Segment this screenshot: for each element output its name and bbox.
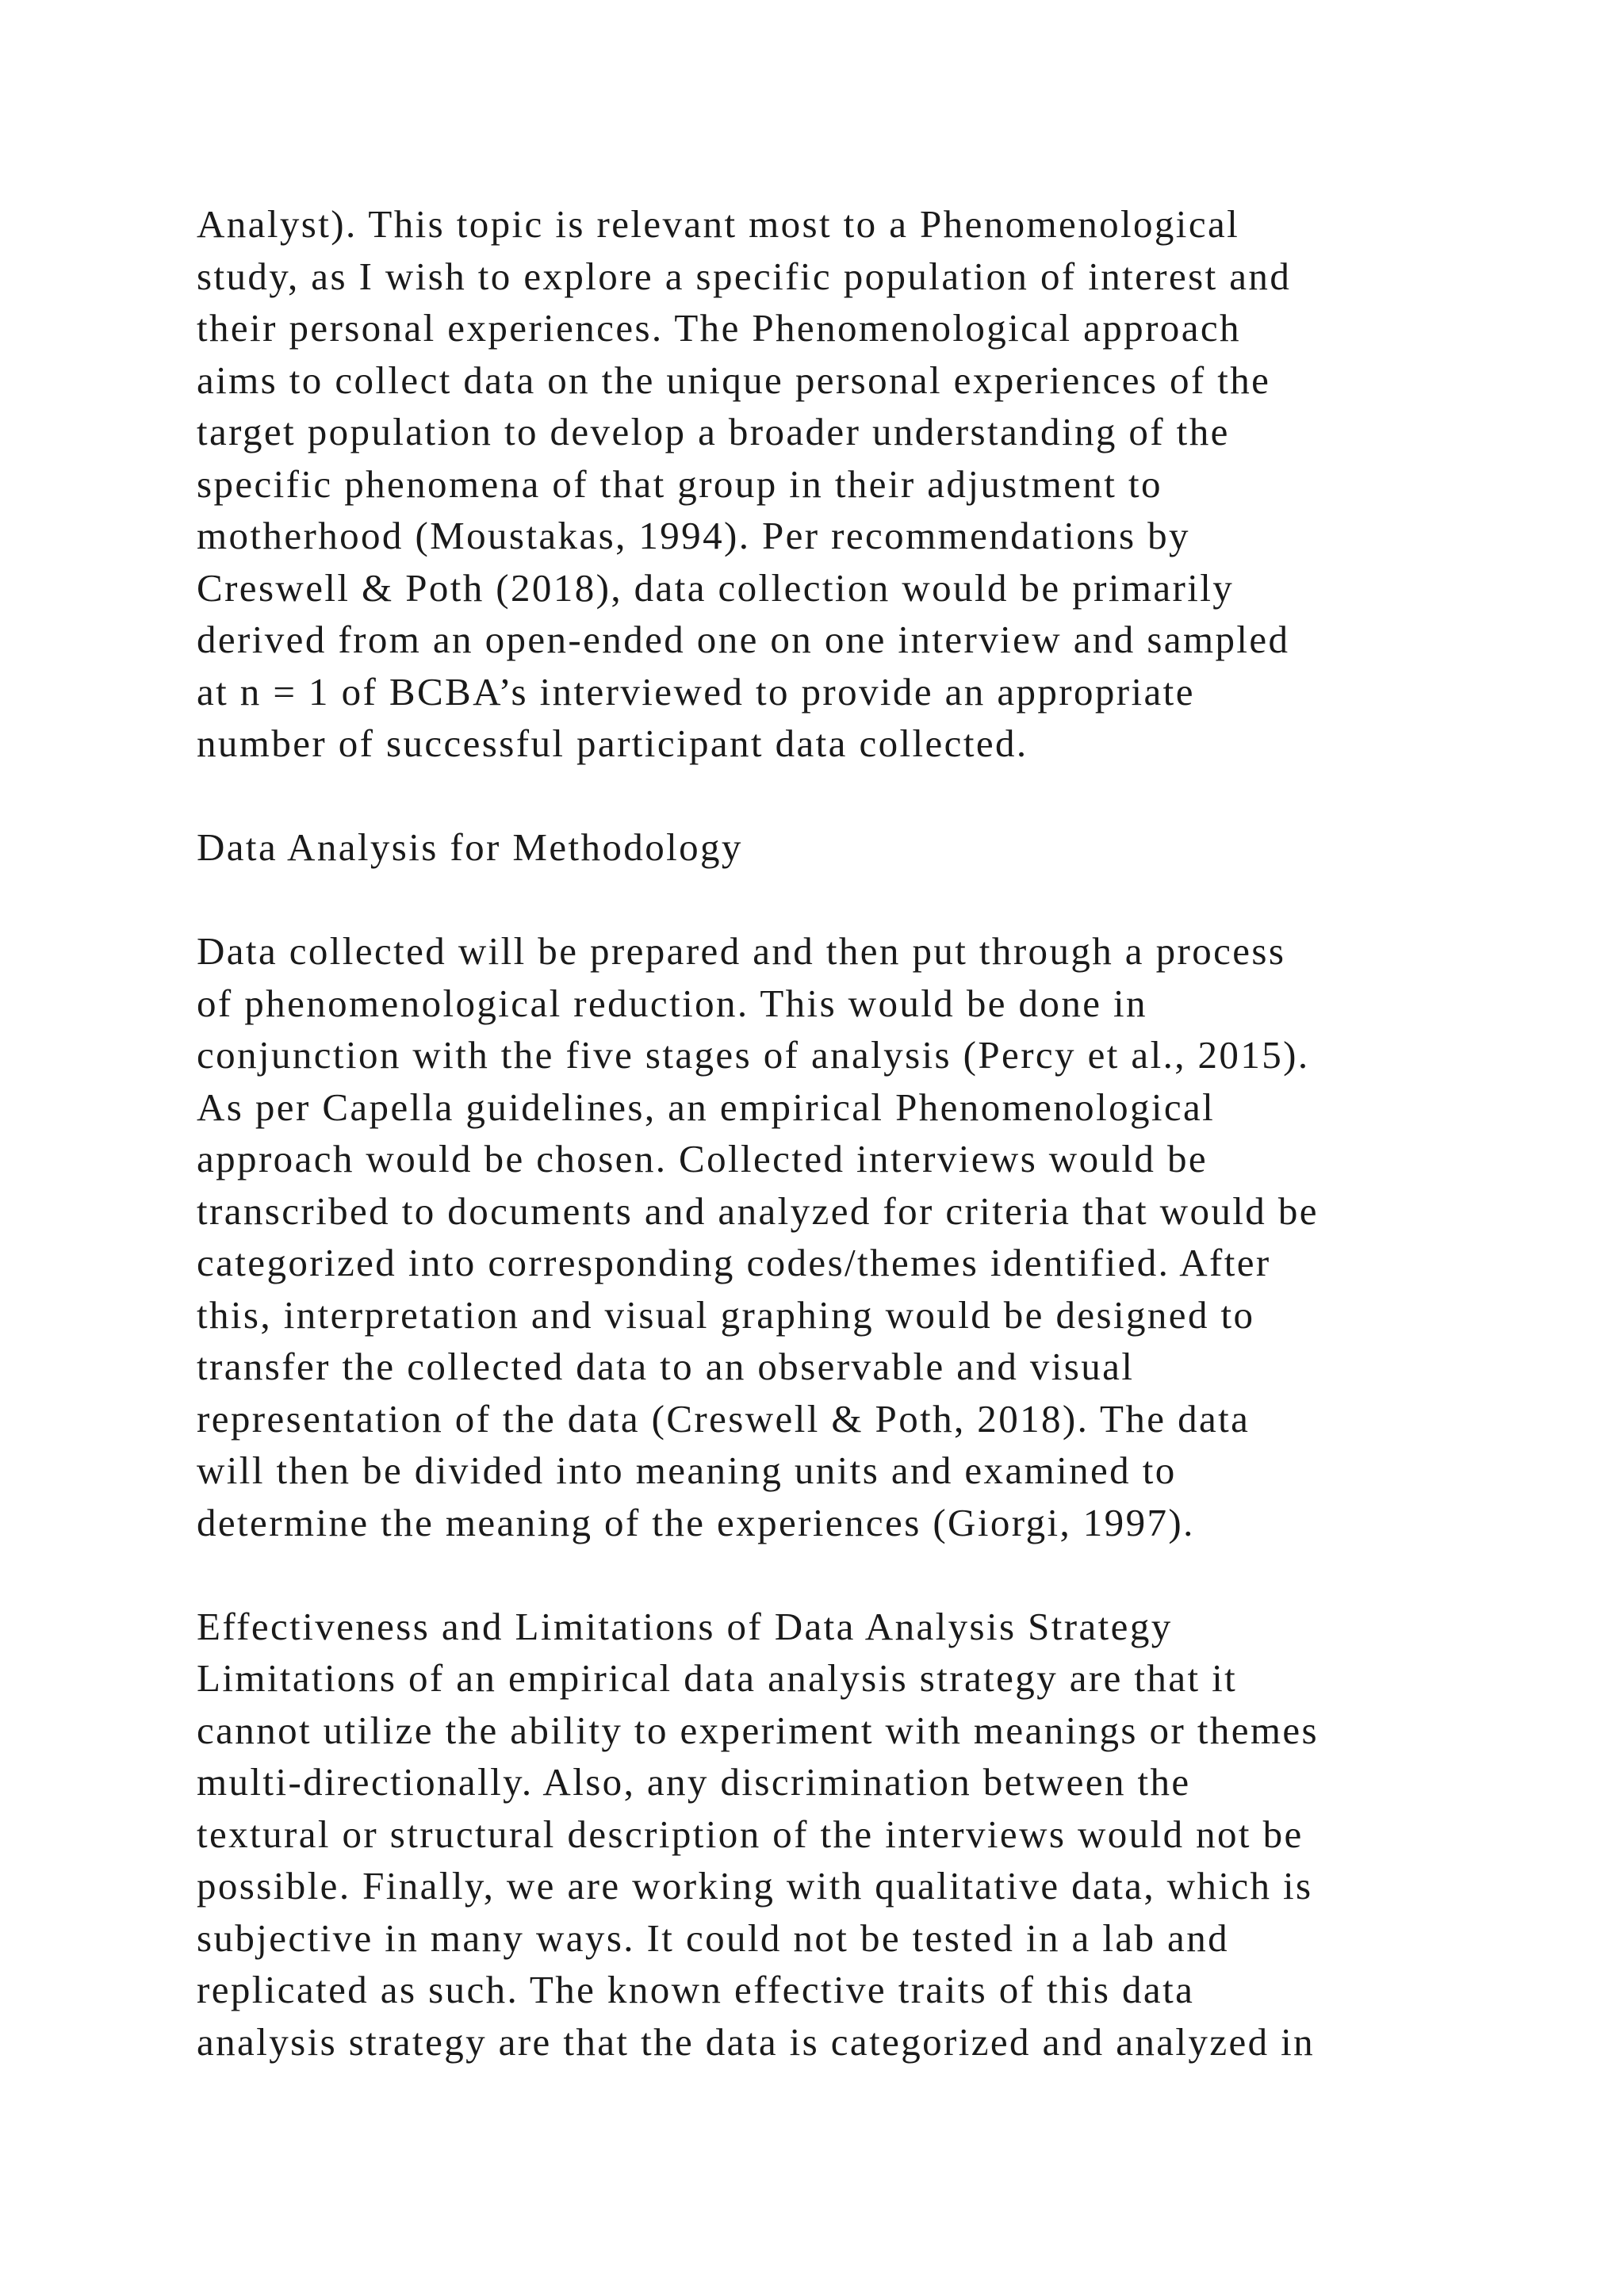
text-line: target population to develop a broader understanding of the [197, 410, 1230, 453]
text-line: motherhood (Moustakas, 1994). Per recommendations by [197, 514, 1190, 557]
section-heading-data-analysis: Data Analysis for Methodology [197, 825, 743, 869]
text-line: transcribed to documents and analyzed for criteria that would be [197, 1188, 1319, 1233]
text-line: determine the meaning of the experiences (Giorgi, 1997). [197, 1500, 1195, 1544]
paragraph-spacer [197, 874, 1450, 926]
text-line: Creswell & Poth (2018), data collection would be primarily [197, 565, 1235, 610]
text-line: will then be divided into meaning units and examined to [197, 1448, 1177, 1492]
text-line: derived from an open-ended one on one interview and sampled [197, 618, 1290, 661]
text-line: aims to collect data on the unique personal experiences of the [197, 358, 1271, 402]
paragraph-spacer [197, 1548, 1450, 1601]
paragraph-limitations [197, 1652, 1450, 2068]
text-line: study, as I wish to explore a specific population of interest and [197, 254, 1292, 298]
paragraph-spacer [197, 770, 1450, 822]
text-line: their personal experiences. The Phenomenological approach [197, 306, 1241, 350]
text-line: textural or structural description of the interviews would not be [197, 1812, 1304, 1856]
text-line: possible. Finally, we are working with qualitative data, which is [197, 1864, 1313, 1908]
text-line: at n = 1 of BCBA’s interviewed to provide an appropriate [197, 669, 1195, 714]
text-line: replicated as such. The known effective traits of this data [197, 1968, 1195, 2011]
text-line: specific phenomena of that group in their adjustment to [197, 461, 1162, 506]
paragraph-methodology [197, 198, 1450, 770]
text-line: As per Capella guidelines, an empirical Phenomenological [197, 1085, 1216, 1129]
text-line: transfer the collected data to an observable and visual [197, 1345, 1135, 1388]
text-line: representation of the data (Creswell & Poth, 2018). The data [197, 1396, 1251, 1441]
section-heading-effectiveness-limitations: Effectiveness and Limitations of Data Analysis Strategy [197, 1604, 1173, 1648]
document-body [197, 198, 1450, 2068]
text-line: cannot utilize the ability to experiment with meanings or themes [197, 1708, 1320, 1752]
text-line: Data collected will be prepared and then put through a process [197, 929, 1286, 973]
paragraph-data-analysis [197, 925, 1450, 1548]
text-line: of phenomenological reduction. This would be done in [197, 981, 1147, 1025]
text-line: approach would be chosen. Collected interviews would be [197, 1137, 1208, 1181]
text-line: Limitations of an empirical data analysis strategy are that it [197, 1656, 1238, 1700]
text-line: multi-directionally. Also, any discrimination between the [197, 1760, 1191, 1804]
text-line: number of successful participant data collected. [197, 721, 1028, 765]
text-line: this, interpretation and visual graphing would be designed to [197, 1292, 1255, 1337]
text-line: categorized into corresponding codes/themes identified. After [197, 1241, 1271, 1284]
text-line: Analyst). This topic is relevant most to a Phenomenological [197, 202, 1240, 246]
text-line: conjunction with the five stages of analysis (Percy et al., 2015). [197, 1033, 1310, 1077]
text-line: analysis strategy are that the data is categorized and analyzed in [197, 2019, 1316, 2064]
text-line: subjective in many ways. It could not be tested in a lab and [197, 1915, 1230, 1960]
